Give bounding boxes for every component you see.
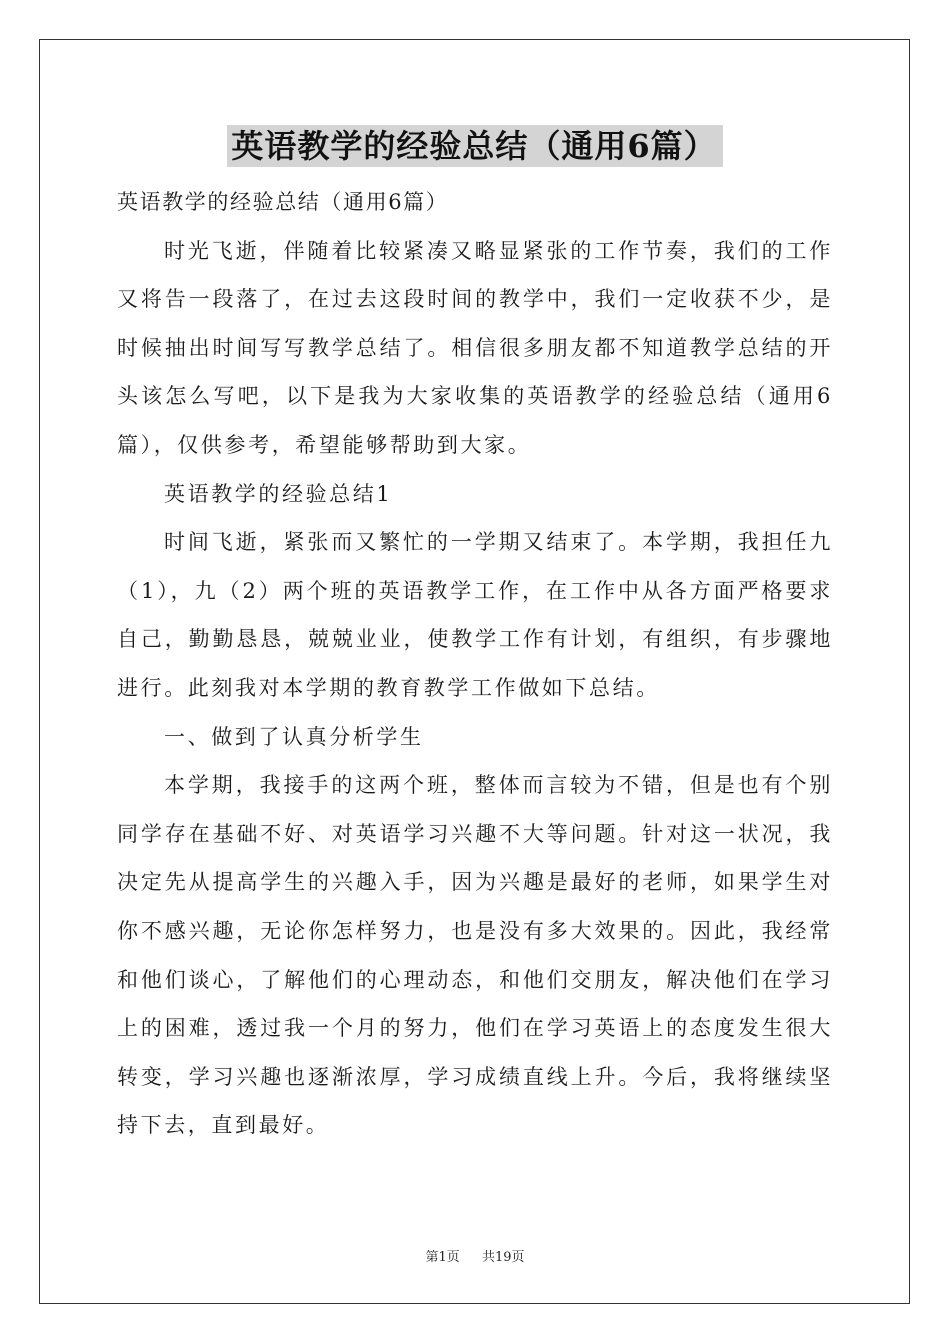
document-title: 英语教学的经验总结（通用6篇）: [227, 125, 722, 167]
page-number: 第1页: [425, 1250, 460, 1265]
body-paragraph: 本学期，我接手的这两个班，整体而言较为不错，但是也有个别同学存在基础不好、对英语学习兴趣不大等问题。针对这一状况，我决定先从提高学生的兴趣入手，因为兴趣是最好的老师，如果学生对你不感兴趣，无论你怎样努力，也是没有多大效果的。因此，我经常和他们谈心，了解他们的心理动态，和他们交朋友，解决他们在学习上的困难，透过我一个月的努力，他们在学习英语上的态度发生很大转变，学习兴趣也逐渐浓厚，学习成绩直线上升。今后，我将继续坚持下去，直到最好。: [117, 773, 833, 1138]
body-paragraph: 时间飞逝，紧张而又繁忙的一学期又结束了。本学期，我担任九（1），九（2）两个班的英语教学工作，在工作中从各方面严格要求自己，勤勤恳恳，兢兢业业，使教学工作有计划，有组织，有步骤地进行。此刻我对本学期的教育教学工作做如下总结。: [117, 530, 833, 700]
title-container: [0, 125, 950, 167]
page-footer: [0, 1246, 950, 1265]
document-body: [117, 178, 833, 1150]
section-heading: 英语教学的经验总结1: [164, 481, 393, 506]
page-total: 共19页: [482, 1250, 525, 1265]
subtitle-paragraph: 英语教学的经验总结（通用6篇）: [117, 190, 449, 214]
intro-paragraph: 时光飞逝，伴随着比较紧凑又略显紧张的工作节奏，我们的工作又将告一段落了，在过去这段时间的教学中，我们一定收获不少，是时候抽出时间写写教学总结了。相信很多朋友都不知道教学总结的开头该怎么写吧，以下是我为大家收集的英语教学的经验总结（通用6篇），仅供参考，希望能够帮助到大家。: [117, 238, 833, 457]
subsection-heading: 一、做到了认真分析学生: [164, 724, 424, 749]
